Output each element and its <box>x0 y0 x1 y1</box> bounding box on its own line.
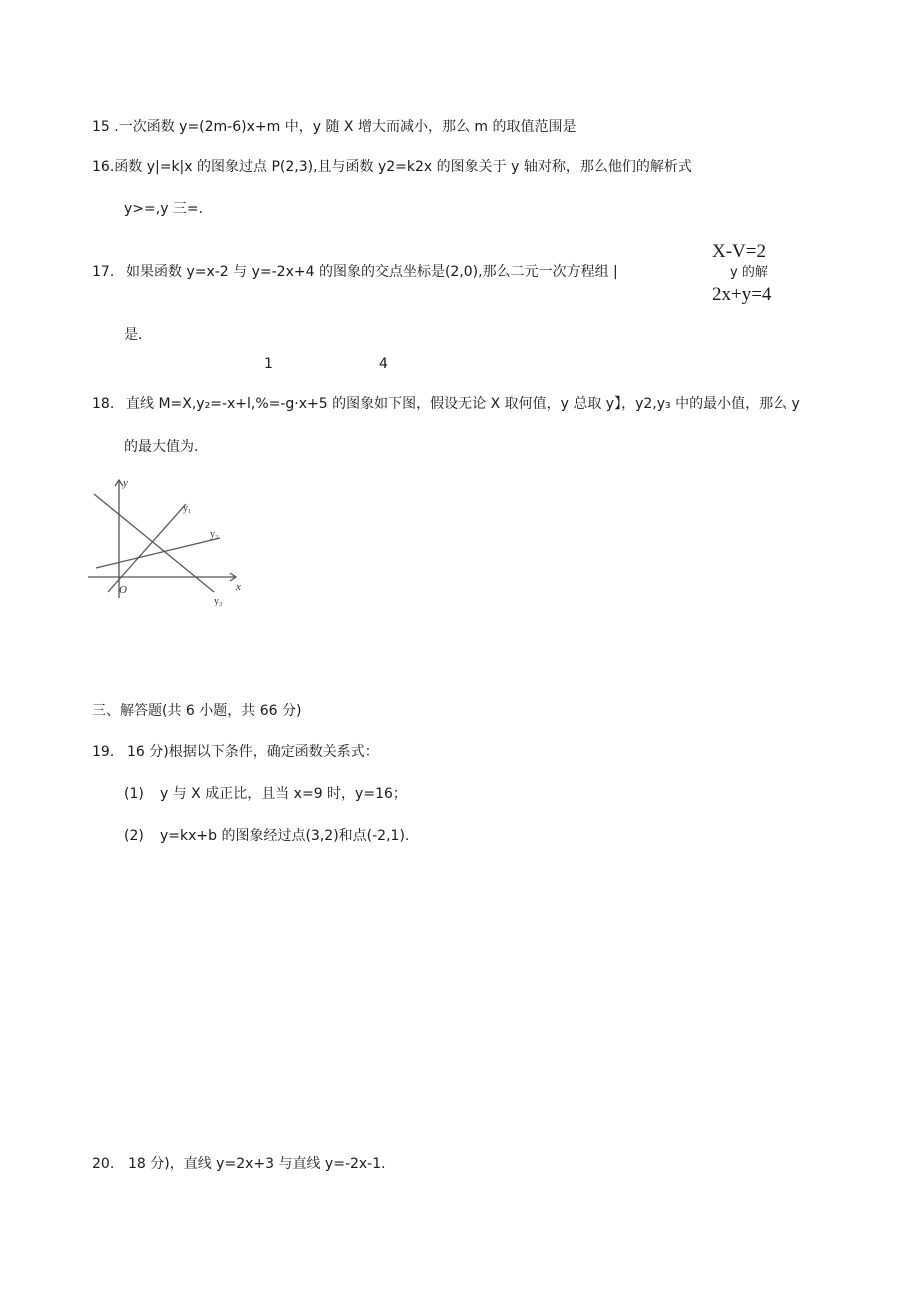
question-19-text: 16 分)根据以下条件，确定函数关系式： <box>127 744 379 760</box>
question-18-line2: 的最大值为. <box>124 439 199 455</box>
question-17-tail: 是. <box>124 327 143 343</box>
question-19-item2: y=kx+b 的图象经过点(3,2)和点(-2,1). <box>160 828 410 844</box>
stray-digit-1: 1 <box>264 356 273 372</box>
line-y2-label: y₂ <box>210 529 219 540</box>
x-axis-label: x <box>236 581 241 593</box>
y-axis-label: y <box>123 477 128 489</box>
question-16-line2: y>=,y 三=. <box>124 201 204 217</box>
question-19-item1-number: (1) <box>124 786 144 802</box>
line-y1 <box>108 504 186 592</box>
question-17-number: 17. <box>92 264 115 280</box>
question-18-text: 直线 M=X,y₂=-x+l,%=-g·x+5 的图象如下图，假设无论 X 取何值，y 总取 y】，y2,y₃ 中的最小值，那么 y <box>126 396 800 412</box>
equation-system-line2: 2x+y=4 <box>712 284 772 305</box>
line-y2 <box>96 538 220 568</box>
question-17-text: 如果函数 y=x-2 与 y=-2x+4 的图象的交点坐标是(2,0),那么二元一次方程组 | <box>126 264 618 280</box>
equation-system-line1: X-V=2 <box>712 241 766 262</box>
question-16-line1: 16.函数 y|=k|x 的图象过点 P(2,3),且与函数 y2=k2x 的图象关于 y 轴对称，那么他们的解析式 <box>92 159 692 175</box>
line-y1-label: y₁ <box>183 503 192 514</box>
question-19-item1: y 与 X 成正比，且当 x=9 时，y=16； <box>160 786 407 802</box>
section-3-title: 三、解答题(共 6 小题，共 66 分) <box>92 703 302 719</box>
question-18-number: 18. <box>92 396 115 412</box>
question-20-number: 20. <box>92 1156 115 1172</box>
question-20-text: 18 分)，直线 y=2x+3 与直线 y=-2x-1. <box>128 1156 386 1172</box>
line-graph-figure <box>88 476 248 606</box>
equation-system-middle: y 的解 <box>730 265 768 280</box>
stray-digit-4: 4 <box>379 356 388 372</box>
line-y3-label: y₃ <box>214 596 223 606</box>
question-15: 15 .一次函数 y=(2m-6)x+m 中，y 随 X 增大而减小，那么 m 的取值范围是 <box>92 119 577 135</box>
origin-label: O <box>119 584 127 596</box>
question-19-item2-number: (2) <box>124 828 144 844</box>
question-19-number: 19. <box>92 744 115 760</box>
